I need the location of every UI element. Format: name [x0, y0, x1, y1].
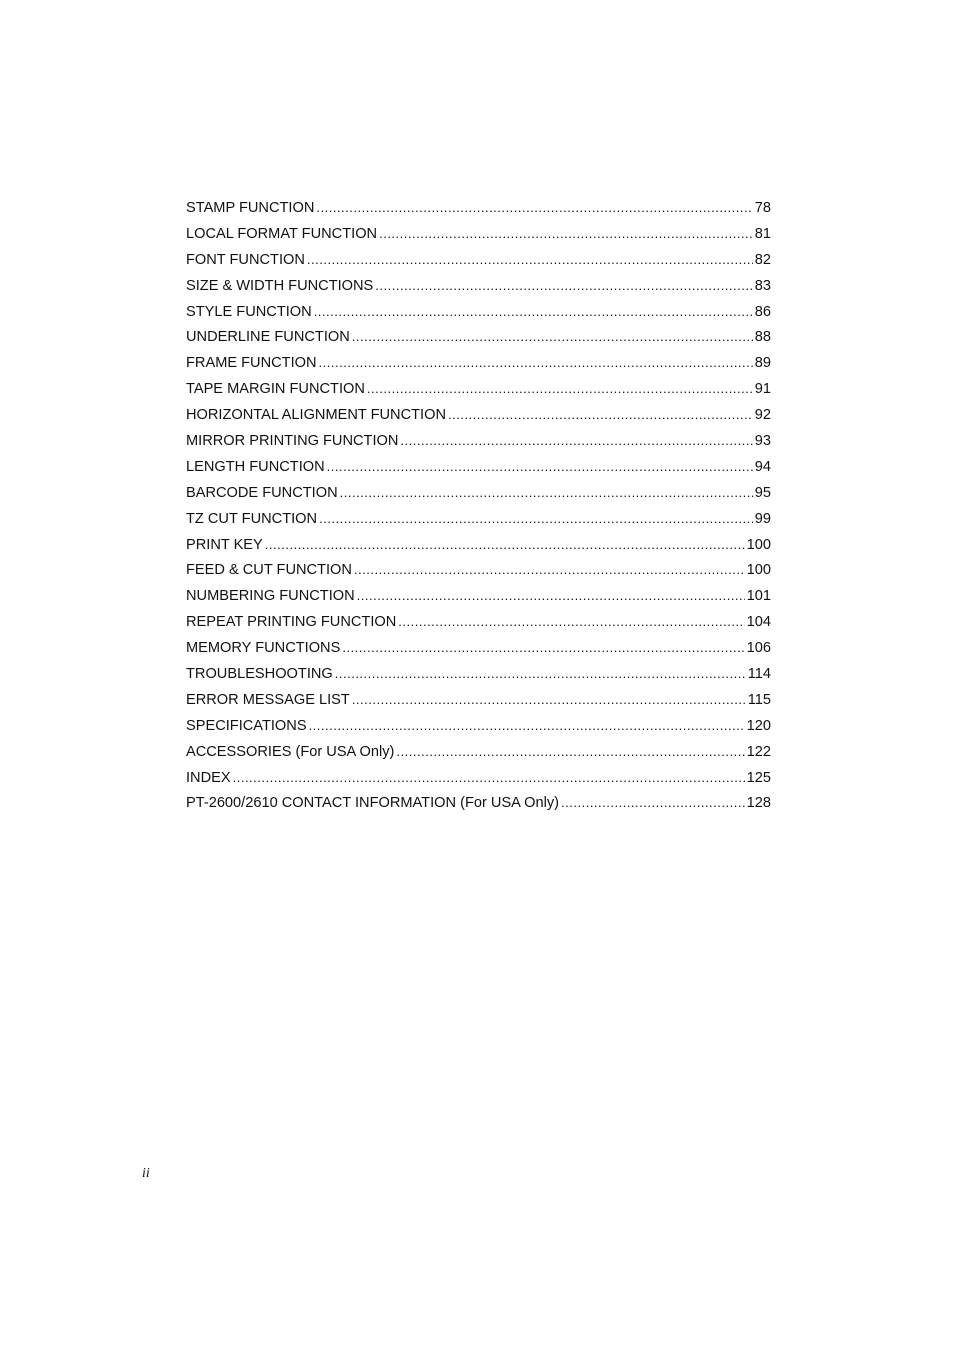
toc-entry[interactable] — [186, 350, 771, 376]
toc-entry-page: 120 — [746, 717, 771, 734]
toc-entry-page: 83 — [754, 277, 771, 294]
toc-dot-leader — [307, 247, 753, 273]
toc-entry-title: FONT FUNCTION — [186, 251, 305, 268]
table-of-contents — [186, 195, 771, 816]
toc-dot-leader — [335, 661, 746, 687]
toc-entry-title: SPECIFICATIONS — [186, 717, 307, 734]
toc-dot-leader — [400, 428, 752, 454]
toc-entry-page: 101 — [746, 588, 771, 605]
toc-entry-page: 125 — [746, 769, 771, 786]
toc-entry[interactable] — [186, 713, 771, 739]
toc-entry[interactable] — [186, 324, 771, 350]
toc-entry[interactable] — [186, 454, 771, 480]
toc-entry-title: PT-2600/2610 CONTACT INFORMATION (For USA Only) — [186, 795, 560, 812]
toc-entry-title: UNDERLINE FUNCTION — [186, 329, 350, 346]
toc-dot-leader — [316, 195, 752, 221]
toc-entry-title: NUMBERING FUNCTION — [186, 588, 355, 605]
toc-dot-leader — [327, 454, 753, 480]
toc-entry-page: 91 — [754, 381, 771, 398]
toc-entry-title: ERROR MESSAGE LIST — [186, 691, 350, 708]
toc-entry-page: 86 — [754, 303, 771, 320]
toc-entry-title: ACCESSORIES (For USA Only) — [186, 743, 395, 760]
toc-entry-page: 100 — [746, 562, 771, 579]
toc-entry-page: 92 — [754, 407, 771, 424]
toc-entry-page: 93 — [754, 433, 771, 450]
toc-entry-page: 95 — [754, 484, 771, 501]
toc-entry-page: 115 — [747, 691, 771, 708]
toc-dot-leader — [448, 402, 753, 428]
toc-dot-leader — [367, 376, 753, 402]
toc-entry-page: 82 — [754, 251, 771, 268]
toc-entry-title: LOCAL FORMAT FUNCTION — [186, 225, 378, 242]
toc-dot-leader — [233, 765, 745, 791]
toc-entry-page: 104 — [746, 614, 771, 631]
toc-dot-leader — [379, 221, 753, 247]
toc-dot-leader — [398, 609, 744, 635]
toc-entry[interactable] — [186, 583, 771, 609]
toc-dot-leader — [340, 480, 753, 506]
toc-entry-title: SIZE & WIDTH FUNCTIONS — [186, 277, 374, 294]
toc-dot-leader — [319, 350, 753, 376]
toc-entry[interactable] — [186, 790, 771, 816]
toc-entry[interactable] — [186, 402, 771, 428]
toc-entry[interactable] — [186, 739, 771, 765]
toc-entry-title: MIRROR PRINTING FUNCTION — [186, 433, 399, 450]
toc-dot-leader — [354, 557, 745, 583]
toc-entry-page: 106 — [746, 640, 771, 657]
toc-entry-page: 94 — [754, 458, 771, 475]
toc-entry[interactable] — [186, 687, 771, 713]
toc-entry[interactable] — [186, 247, 771, 273]
toc-entry-title: FEED & CUT FUNCTION — [186, 562, 352, 579]
toc-dot-leader — [309, 713, 745, 739]
toc-entry-title: MEMORY FUNCTIONS — [186, 640, 341, 657]
toc-entry[interactable] — [186, 765, 771, 791]
toc-entry[interactable] — [186, 557, 771, 583]
toc-dot-leader — [314, 299, 753, 325]
toc-entry[interactable] — [186, 532, 771, 558]
toc-entry[interactable] — [186, 273, 771, 299]
toc-entry-page: 122 — [746, 743, 771, 760]
toc-entry-title: HORIZONTAL ALIGNMENT FUNCTION — [186, 407, 446, 424]
toc-dot-leader — [352, 687, 746, 713]
toc-entry-title: BARCODE FUNCTION — [186, 484, 338, 501]
toc-entry-title: REPEAT PRINTING FUNCTION — [186, 614, 397, 631]
page-number: ii — [142, 1166, 150, 1181]
toc-entry-title: STAMP FUNCTION — [186, 200, 315, 216]
toc-dot-leader — [265, 532, 745, 558]
toc-entry-title: TAPE MARGIN FUNCTION — [186, 381, 365, 398]
toc-entry[interactable] — [186, 661, 771, 687]
toc-entry[interactable] — [186, 195, 771, 221]
toc-entry-page: 114 — [747, 666, 771, 683]
toc-entry-page: 99 — [754, 510, 771, 527]
toc-dot-leader — [375, 273, 752, 299]
toc-entry-page: 100 — [746, 536, 771, 553]
toc-dot-leader — [352, 324, 753, 350]
toc-entry-title: TZ CUT FUNCTION — [186, 510, 318, 527]
toc-entry[interactable] — [186, 609, 771, 635]
toc-entry-title: LENGTH FUNCTION — [186, 458, 325, 475]
toc-entry-page: 128 — [746, 795, 771, 812]
toc-entry[interactable] — [186, 221, 771, 247]
toc-entry[interactable] — [186, 635, 771, 661]
toc-dot-leader — [396, 739, 744, 765]
toc-entry-page: 78 — [754, 200, 771, 216]
toc-entry-page: 89 — [754, 355, 771, 372]
toc-entry-title: FRAME FUNCTION — [186, 355, 317, 372]
toc-entry[interactable] — [186, 480, 771, 506]
toc-dot-leader — [319, 506, 753, 532]
toc-entry[interactable] — [186, 428, 771, 454]
toc-dot-leader — [342, 635, 744, 661]
toc-dot-leader — [357, 583, 745, 609]
toc-entry[interactable] — [186, 506, 771, 532]
toc-entry-page: 81 — [754, 225, 771, 242]
toc-entry-title: PRINT KEY — [186, 536, 263, 553]
toc-dot-leader — [561, 790, 745, 816]
toc-entry-title: STYLE FUNCTION — [186, 303, 312, 320]
toc-entry-title: INDEX — [186, 769, 231, 786]
toc-entry-page: 88 — [754, 329, 771, 346]
toc-entry[interactable] — [186, 376, 771, 402]
toc-entry-title: TROUBLESHOOTING — [186, 666, 333, 683]
toc-entry[interactable] — [186, 299, 771, 325]
